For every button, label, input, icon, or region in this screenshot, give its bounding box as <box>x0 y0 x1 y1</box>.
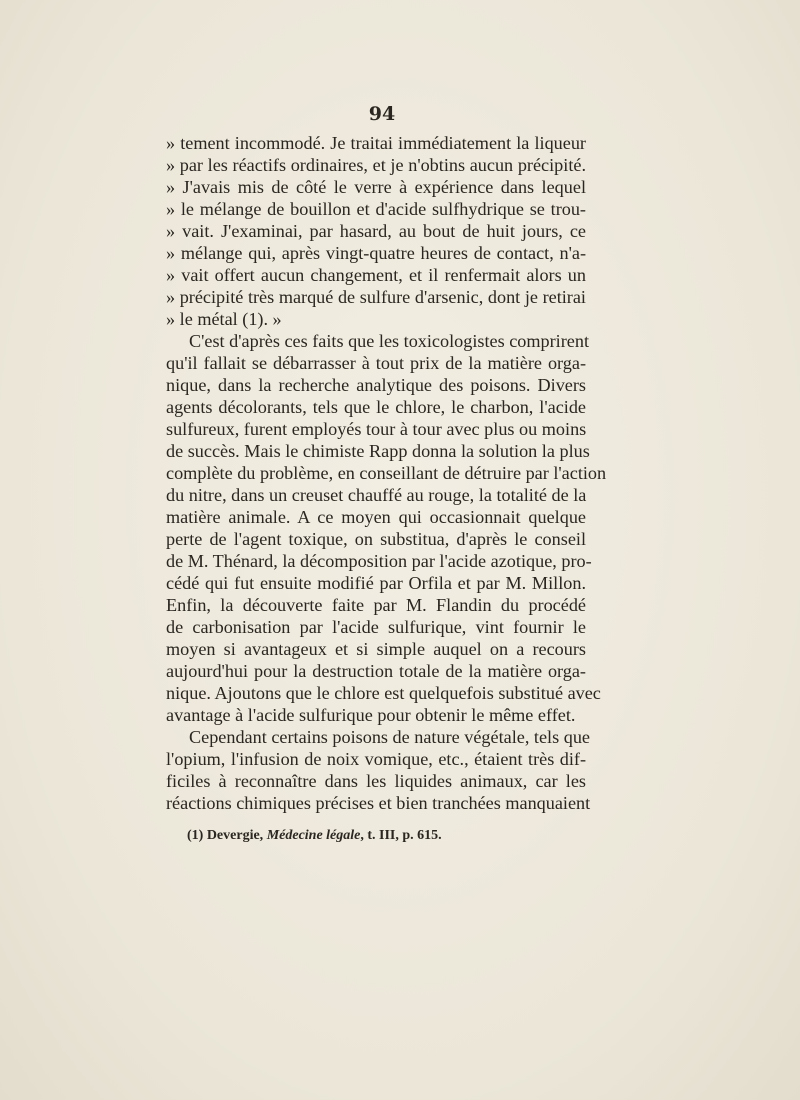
text-line: réactions chimiques précises et bien tranchées manquaient <box>166 793 591 813</box>
text-line: » précipité très marqué de sulfure d'arsenic, dont je retirai <box>166 287 586 307</box>
text-line: matière animale. A ce moyen qui occasionnait quelque <box>166 507 586 527</box>
text-line: » vait. J'examinai, par hasard, au bout de huit jours, ce <box>166 221 586 241</box>
text-line: sulfureux, furent employés tour à tour avec plus ou moins <box>166 419 587 439</box>
text-line: de carbonisation par l'acide sulfurique, vint fournir le <box>166 617 586 637</box>
footnote-prefix: (1) Devergie, <box>187 828 267 843</box>
text-line: nique, dans la recherche analytique des poisons. Divers <box>166 375 586 395</box>
body-text <box>166 132 607 814</box>
text-line: ficiles à reconnaître dans les liquides animaux, car les <box>166 771 586 791</box>
text-line: » tement incommodé. Je traitai immédiatement la liqueur <box>166 133 586 153</box>
page-number: 94 <box>368 103 396 125</box>
text-line: l'opium, l'infusion de noix vomique, etc., étaient très dif- <box>166 749 586 769</box>
text-line: » par les réactifs ordinaires, et je n'obtins aucun précipité. <box>166 155 586 175</box>
text-line: du nitre, dans un creuset chauffé au rouge, la totalité de la <box>166 485 587 505</box>
text-line: C'est d'après ces faits que les toxicologistes comprirent <box>189 331 590 351</box>
text-line: de M. Thénard, la décomposition par l'acide azotique, pro- <box>166 551 592 571</box>
text-line: perte de l'agent toxique, on substitua, d'après le conseil <box>166 529 586 549</box>
text-line: moyen si avantageux et si simple auquel on a recours <box>166 639 586 659</box>
text-line: » vait offert aucun changement, et il renfermait alors un <box>166 265 586 285</box>
text-line: complète du problème, en conseillant de détruire par l'action <box>166 463 607 483</box>
text-line: aujourd'hui pour la destruction totale de la matière orga- <box>166 661 586 681</box>
text-line: » le mélange de bouillon et d'acide sulfhydrique se trou- <box>166 199 586 219</box>
text-line: avantage à l'acide sulfurique pour obtenir le même effet. <box>166 705 576 725</box>
footnote-title: Médecine légale <box>266 828 361 843</box>
footnote-suffix: , t. III, p. 615. <box>360 828 442 843</box>
footnote <box>187 828 442 844</box>
text-line: cédé qui fut ensuite modifié par Orfila et par M. Millon. <box>166 573 586 593</box>
text-line: » le métal (1). » <box>166 309 282 329</box>
text-line: Cependant certains poisons de nature végétale, tels que <box>189 727 590 747</box>
text-line: » mélange qui, après vingt-quatre heures de contact, n'a- <box>166 243 586 263</box>
text-line: de succès. Mais le chimiste Rapp donna la solution la plus <box>166 441 590 461</box>
text-line: Enfin, la découverte faite par M. Flandin du procédé <box>166 595 586 615</box>
text-line: qu'il fallait se débarrasser à tout prix de la matière orga- <box>166 353 586 373</box>
text-line: agents décolorants, tels que le chlore, le charbon, l'acide <box>166 397 586 417</box>
text-line: nique. Ajoutons que le chlore est quelquefois substitué avec <box>166 683 601 703</box>
text-line: » J'avais mis de côté le verre à expérience dans lequel <box>166 177 586 197</box>
